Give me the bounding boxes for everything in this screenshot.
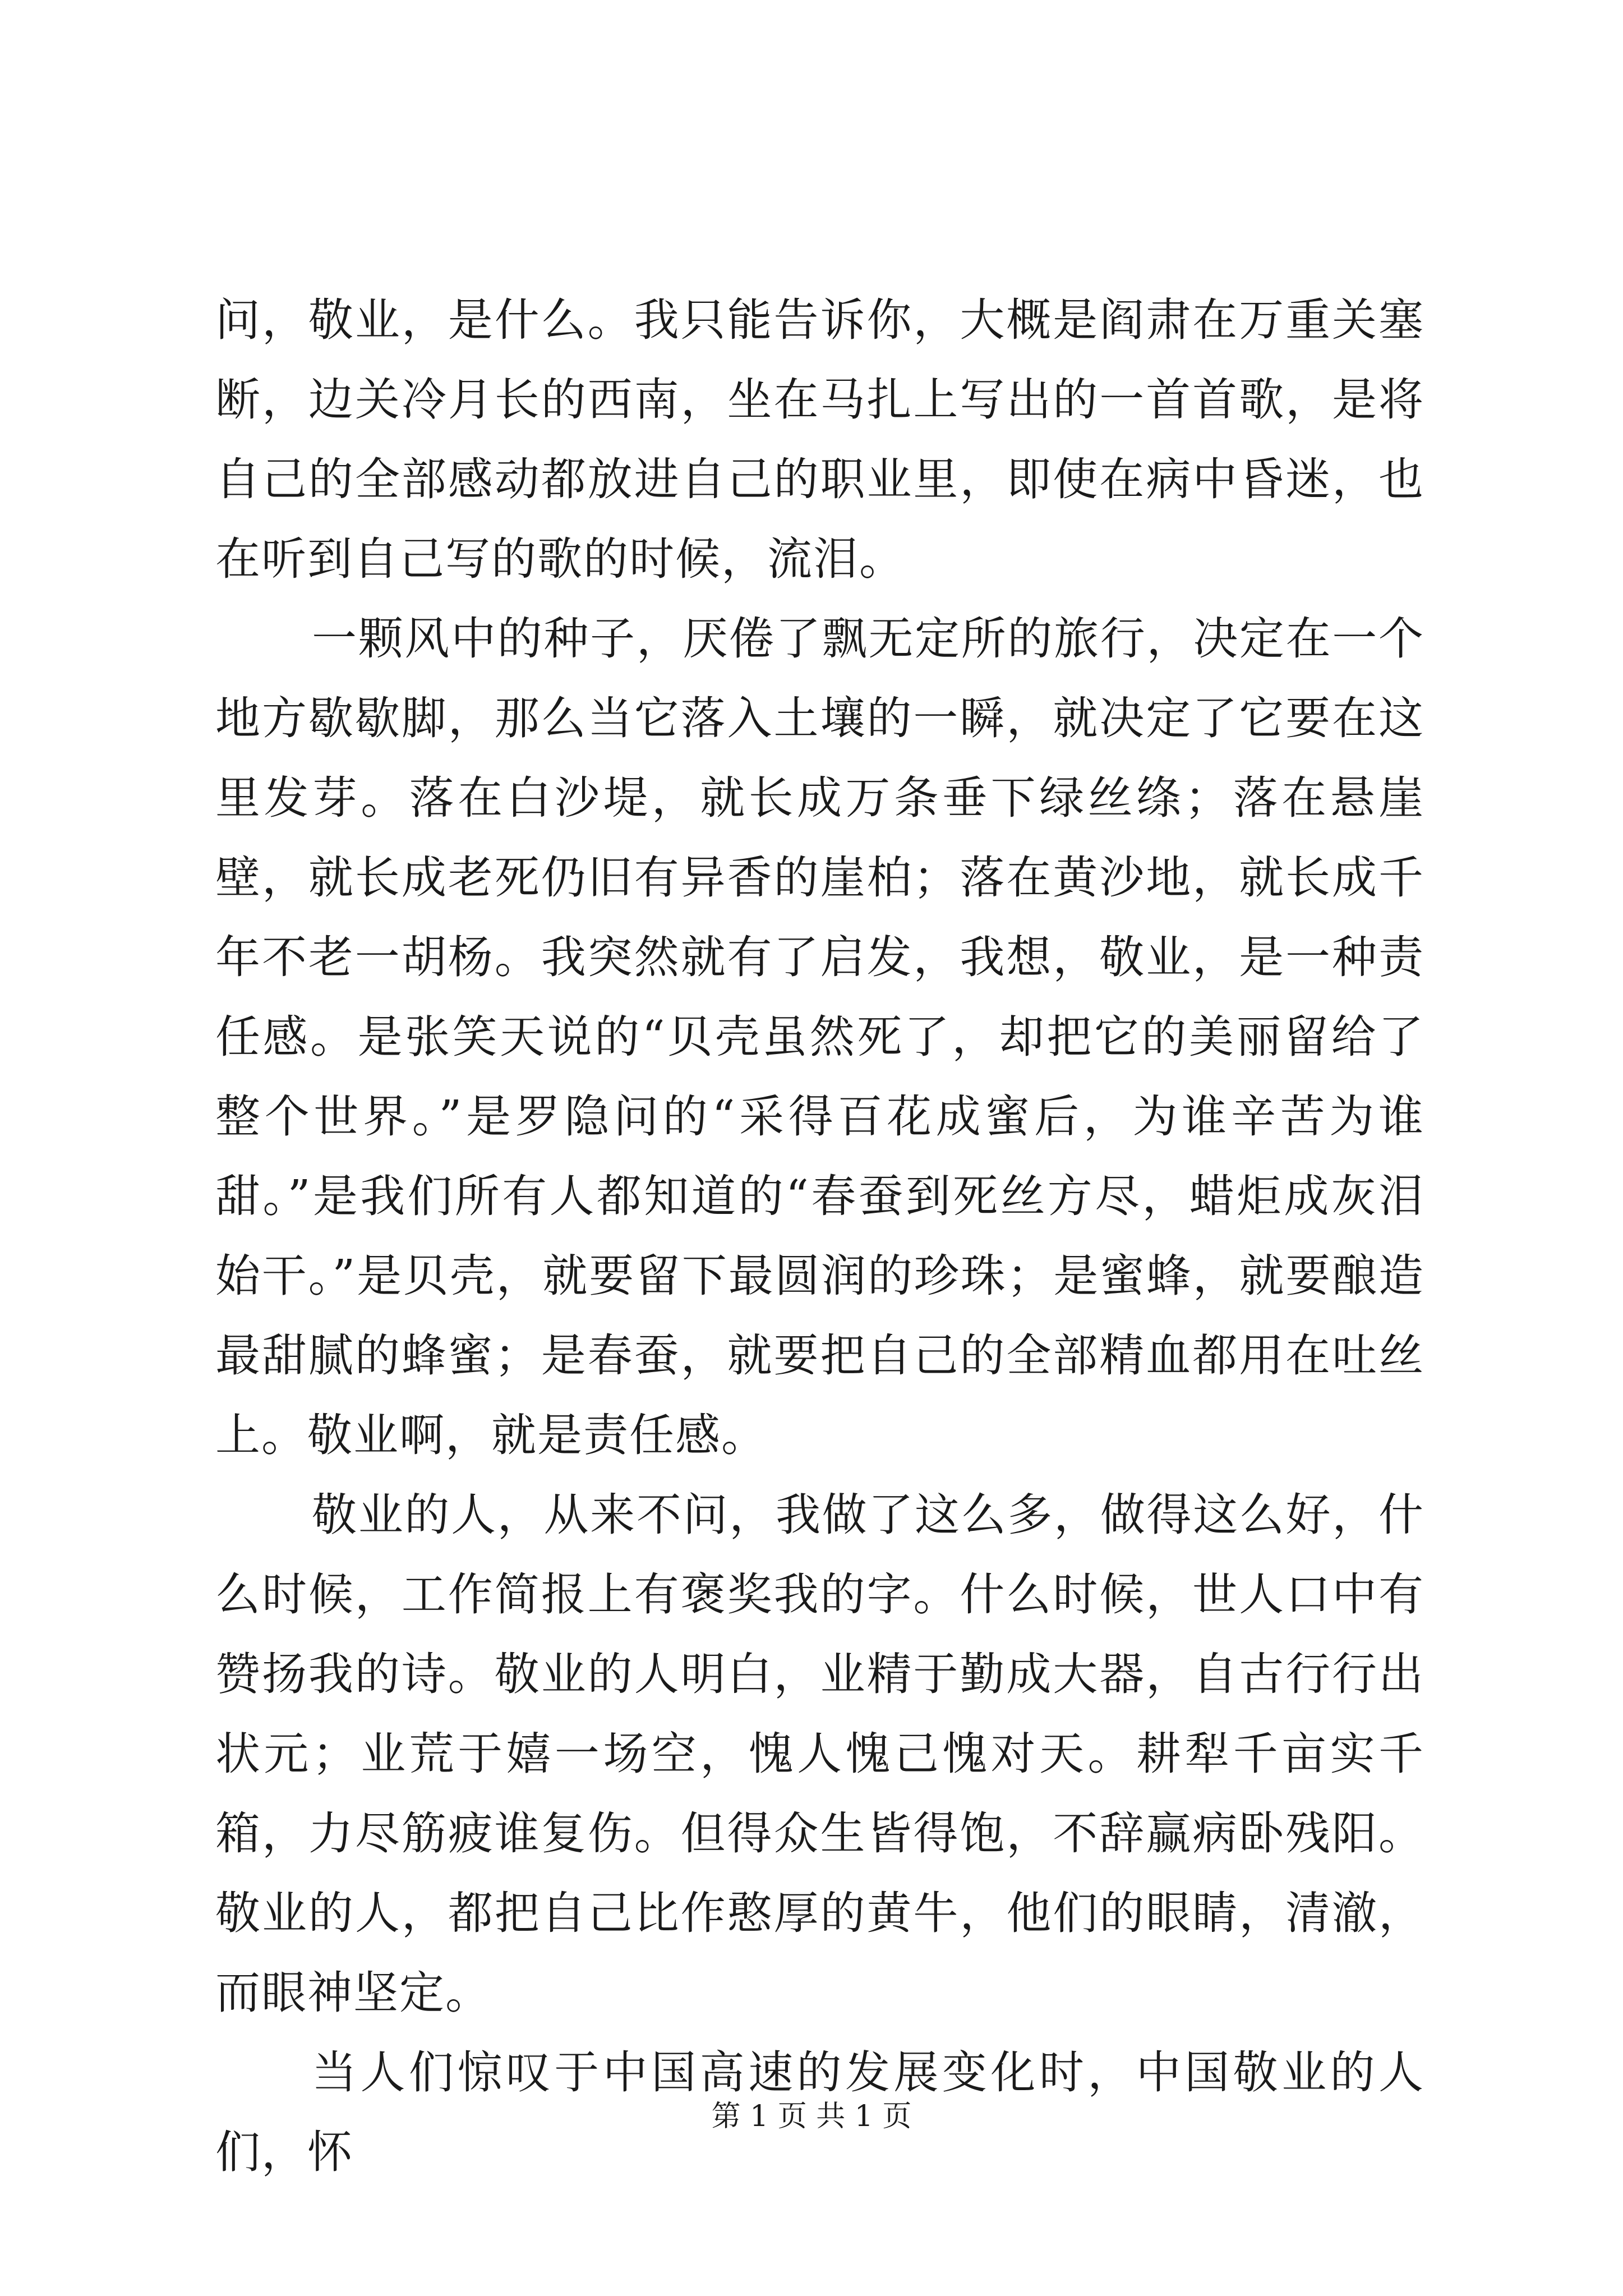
paragraph-2: 一颗风中的种子，厌倦了飘无定所的旅行，决定在一个地方歇歇脚，那么当它落入土壤的一瞬，就决定了它要在这里发芽。落在白沙堤，就长成万条垂下绿丝绦；落在悬崖壁，就长成老死仍旧有异香的崖柏；落在黄沙地，就长成千年不老一胡杨。我突然就有了启发，我想，敬业，是一种责任感。是张笑天说的“贝壳虽然死了，却把它的美丽留给了整个世界。”是罗隐问的“采得百花成蜜后，为谁辛苦为谁甜。”是我们所有人都知道的“春蚕到死丝方尽，蜡炬成灰泪始干。”是贝壳，就要留下最圆润的珍珠；是蜜蜂，就要酿造最甜腻的蜂蜜；是春蚕，就要把自己的全部精血都用在吐丝上。敬业啊，就是责任感。 (215, 613, 1424, 1461)
paragraph-1: 问，敬业，是什么。我只能告诉你，大概是阎肃在万重关塞断，边关冷月长的西南，坐在马扎上写出的一首首歌，是将自己的全部感动都放进自己的职业里，即使在病中昏迷，也在听到自己写的歌的时候，流泪。 (215, 294, 1424, 585)
page-footer: 第 1 页 共 1 页 (711, 2100, 912, 2133)
paragraph-3: 敬业的人，从来不问，我做了这么多，做得这么好，什么时候，工作简报上有褒奖我的字。什么时候，世人口中有赞扬我的诗。敬业的人明白，业精于勤成大器，自古行行出状元；业荒于嬉一场空，愧人愧己愧对天。耕犁千亩实千箱，力尽筋疲谁复伤。但得众生皆得饱，不辞赢病卧残阳。敬业的人，都把自己比作憨厚的黄牛，他们的眼睛，清澈，而眼神坚定。 (215, 1489, 1424, 2019)
document-body (215, 280, 1424, 2192)
paragraph-4: 当人们惊叹于中国高速的发展变化时，中国敬业的人们，怀 (215, 2046, 1424, 2178)
